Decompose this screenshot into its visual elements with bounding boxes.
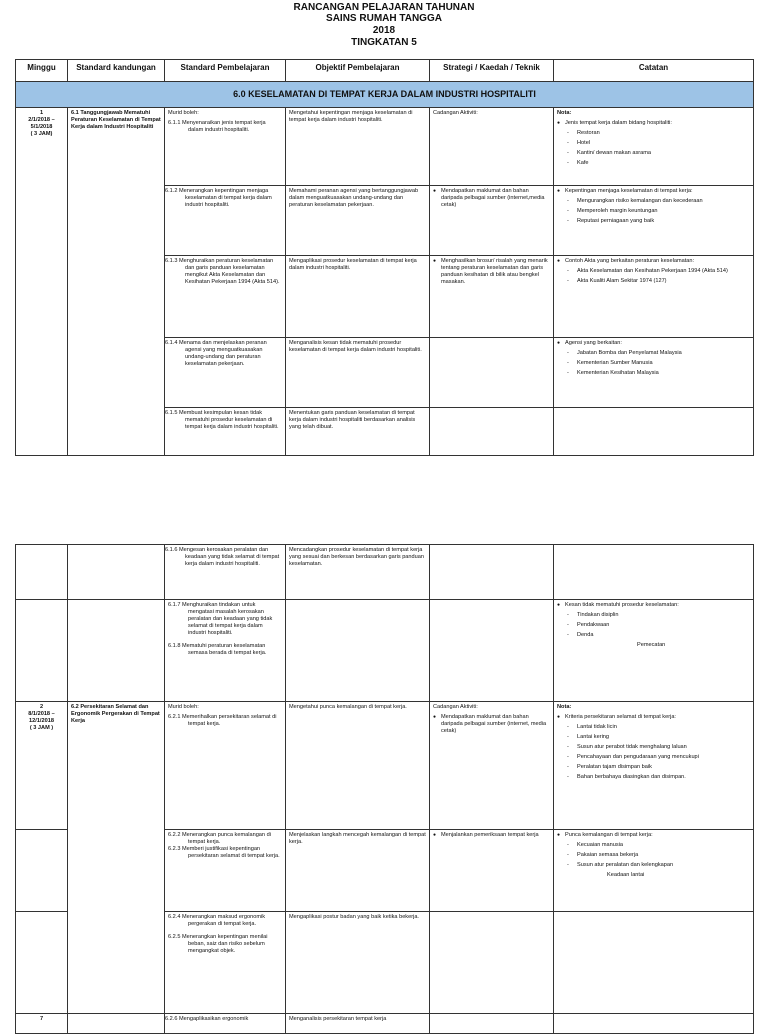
dash-item: - Akta Keselamatan dan Kesihatan Pekerjaan 1994 (Akta 514)	[557, 268, 750, 275]
objektif-cell: Mengaplikasi postur badan yang baik ketika bekerja.	[286, 912, 430, 1014]
objektif-cell: Menentukan garis panduan keselamatan di tempat kerja dalam industri hospitaliti berdasarkan analisis yang telah dibuat.	[286, 408, 430, 456]
minggu-cell	[16, 830, 68, 912]
strategi-cell	[430, 600, 554, 702]
column-header-catatan: Catatan	[554, 60, 754, 82]
objektif-cell: Mencadangkan prosedur keselamatan di tempat kerja yang sesuai dan berkesan berdasarkan garis panduan keselamatan.	[286, 545, 430, 600]
week-7-cell: 7	[16, 1014, 68, 1034]
objektif-cell: Mengetahui kepentingan menjaga keselamatan di tempat kerja dalam industri hospitaliti.	[286, 108, 430, 186]
nota-label: Nota:	[557, 110, 572, 116]
dash-item: - Kecuaian manusia	[557, 842, 750, 849]
strategi-cell	[430, 338, 554, 408]
sp-text: 6.1.7 Menghuraikan tindakan untuk mengatasi masalah kerosakan peralatan dan keadaan yang tidak selamat di tempat kerja dalam industri hospitaliti.	[168, 602, 273, 636]
standard-pembelajaran-6-1-2: 6.1.2 Menerangkan kepentingan menjaga keselamatan di tempat kerja dalam industri hospitaliti.	[165, 186, 286, 256]
minggu-cell	[16, 912, 68, 1014]
plan-table-page-2	[15, 544, 754, 1034]
objektif-cell	[286, 600, 430, 702]
standard-kandungan-cell	[68, 545, 165, 600]
sp-text: 6.2.1 Memerihalkan persekitaran selamat di tempat kerja.	[168, 714, 277, 727]
catatan-cell	[554, 408, 754, 456]
bullet-item: ● Kesan tidak mematuhi prosedur keselamatan:	[557, 602, 750, 609]
catatan-cell	[554, 545, 754, 600]
dash-item: - Kementerian Kesihatan Malaysia	[557, 370, 750, 377]
sp-text: 6.2.2 Menerangkan punca kemalangan di tempat kerja.	[168, 832, 271, 845]
bullet-item: ● Mendapatkan maklumat dan bahan daripada pelbagai sumber (internet,media cetak)	[433, 188, 550, 209]
standard-pembelajaran-6-1-1	[165, 108, 286, 186]
sp-text: 6.2.3 Memberi justifikasi kepentingan persekitaran selamat di tempat kerja.	[168, 846, 280, 859]
dash-item: - Pakaian semasa bekerja	[557, 852, 750, 859]
document-year: 2018	[372, 25, 396, 36]
bullet-item: ● Jenis tempat kerja dalam bidang hospitaliti:	[557, 120, 750, 127]
strategi-cell	[430, 912, 554, 1014]
dash-item: - Lantai kering	[557, 734, 750, 741]
catatan-cell	[554, 186, 754, 256]
bullet-item: ● Menjalankan pemeriksaan tempat kerja	[433, 832, 550, 839]
standard-pembelajaran-6-1-3: 6.1.3 Menghuraikan peraturan keselamatan dan garis panduan keselamatan mengikut Akta Keselamatan dan Kesihatan Pekerjaan 1994 (Akta 514).	[165, 256, 286, 338]
document-title: RANCANGAN PELAJARAN TAHUNAN	[293, 2, 475, 13]
dash-item: - Hotel	[557, 140, 750, 147]
bullet-item: ● Mendapatkan maklumat dan bahan daripada pelbagai sumber (internet, media cetak)	[433, 714, 550, 735]
strategi-cell: Cadangan Aktiviti:	[430, 108, 554, 186]
catatan-cell	[554, 830, 754, 912]
standard-pembelajaran-6-1-4: 6.1.4 Menama dan menjelaskan peranan agensi yang menguatkuasakan undang-undang dan peraturan keselamatan pekerjaan.	[165, 338, 286, 408]
objektif-cell: Menganalisis kesan tidak mematuhi prosedur keselamatan di tempat kerja dalam industri hospitaliti.	[286, 338, 430, 408]
week-2-cell: 2 8/1/2018 – 12/1/2018 ( 3 JAM )	[16, 702, 68, 830]
minggu-cell	[16, 545, 68, 600]
column-header-objektif: Objektif Pembelajaran	[286, 60, 430, 82]
standard-pembelajaran-6-2-1	[165, 702, 286, 830]
dash-item: - Jabatan Bomba dan Penyelamat Malaysia	[557, 350, 750, 357]
document-subject: SAINS RUMAH TANGGA	[326, 13, 442, 24]
section-title: 6.0 KESELAMATAN DI TEMPAT KERJA DALAM INDUSTRI HOSPITALITI	[16, 82, 754, 108]
catatan-cell	[554, 108, 754, 186]
catatan-cell	[554, 702, 754, 830]
dash-item: - Reputasi perniagaan yang baik	[557, 218, 750, 225]
extra-item: Pemecatan	[637, 642, 666, 648]
bullet-item: ● Agensi yang berkaitan:	[557, 340, 750, 347]
strategi-cell	[430, 408, 554, 456]
cadangan-label: Cadangan Aktiviti:	[433, 704, 478, 710]
standard-pembelajaran-6-1-7	[165, 600, 286, 702]
standard-pembelajaran-6-2-2	[165, 830, 286, 912]
sp-text: 6.1.8 Mematuhi peraturan keselamatan semasa berada di tempat kerja.	[168, 643, 267, 656]
standard-pembelajaran-6-2-4	[165, 912, 286, 1014]
dash-item: - Susun atur perabot tidak menghalang laluan	[557, 744, 750, 751]
dash-item: - Restoran	[557, 130, 750, 137]
dash-item: - Susun atur peralatan dan kelengkapan	[557, 862, 750, 869]
strategi-cell	[430, 830, 554, 912]
murid-boleh-label: Murid boleh:	[168, 110, 199, 116]
bullet-item: ● Kepentingan menjaga keselamatan di tempat kerja:	[557, 188, 750, 195]
strategi-cell	[430, 545, 554, 600]
strategi-cell	[430, 256, 554, 338]
column-header-standard-kandungan: Standard kandungan	[68, 60, 165, 82]
sp-text: 6.2.5 Menerangkan kepentingan menilai beban, saiz dan risiko sebelum mengangkat objek.	[168, 934, 268, 954]
standard-kandungan-6-1: 6.1 Tanggungjawab Mematuhi Peraturan Keselamatan di Tempat Kerja dalam Industri Hospitaliti	[68, 108, 165, 456]
bullet-item: ● Menghasilkan brosur/ risalah yang menarik tentang peraturan keselamatan dan garis panduan kesihatan di bilik atau bengkel masakan.	[433, 258, 550, 286]
nota-label: Nota:	[557, 704, 572, 710]
strategi-cell	[430, 186, 554, 256]
dash-item: - Peralatan tajam disimpan baik	[557, 764, 750, 771]
murid-boleh-label: Murid boleh:	[168, 704, 199, 710]
bullet-item: ● Kriteria persekitaran selamat di tempat kerja:	[557, 714, 750, 721]
objektif-cell: Memahami peranan agensi yang bertanggungjawab dalam menguatkuasakan undang-undang dan peraturan keselamatan pekerjaan.	[286, 186, 430, 256]
document-form: TINGKATAN 5	[351, 37, 417, 48]
dash-item: - Mengurangkan risiko kemalangan dan kecederaan	[557, 198, 750, 205]
column-header-strategi: Strategi / Kaedah / Teknik	[430, 60, 554, 82]
standard-kandungan-6-2: 6.2 Persekitaran Selamat dan Ergonomik Pergerakan di Tempat Kerja	[68, 702, 165, 1014]
dash-item: - Bahan berbahaya diasingkan dan disimpan.	[557, 774, 750, 781]
standard-pembelajaran-6-1-5: 6.1.5 Membuat kesimpulan kesan tidak mematuhi prosedur keselamatan di tempat kerja dalam industri hospitaliti.	[165, 408, 286, 456]
dash-item: - Kementerian Sumber Manusia	[557, 360, 750, 367]
sp-text: 6.2.4 Menerangkan maksud ergonomik pergerakan di tempat kerja.	[168, 914, 266, 927]
minggu-cell	[16, 600, 68, 702]
bullet-item: ● Punca kemalangan di tempat kerja:	[557, 832, 750, 839]
objektif-cell: Menganalisis persekitaran tempat kerja	[286, 1014, 430, 1034]
dash-item: - Kantin/ dewan makan asrama	[557, 150, 750, 157]
objektif-cell: Mengaplikasi prosedur keselamatan di tempat kerja dalam industri hospitaliti.	[286, 256, 430, 338]
bullet-item: ● Contoh Akta yang berkaitan peraturan keselamatan:	[557, 258, 750, 265]
strategi-cell	[430, 702, 554, 830]
extra-item: Keadaan lantai	[607, 872, 645, 878]
column-header-minggu: Minggu	[16, 60, 68, 82]
catatan-cell	[554, 338, 754, 408]
dash-item: - Kafe	[557, 160, 750, 167]
dash-item: - Pencahayaan dan pengudaraan yang mencukupi	[557, 754, 750, 761]
objektif-cell: Mengetahui punca kemalangan di tempat kerja.	[286, 702, 430, 830]
dash-item: - Denda	[557, 632, 750, 639]
week-1-cell: 1 2/1/2018 – 5/1/2018 ( 3 JAM)	[16, 108, 68, 456]
dash-item: - Pendakwaan	[557, 622, 750, 629]
dash-item: - Akta Kualiti Alam Sekitar 1974 (127)	[557, 278, 750, 285]
plan-table-page-1	[15, 59, 754, 456]
standard-pembelajaran-6-2-6: 6.2.6 Mengaplikasikan ergonomik	[165, 1014, 286, 1034]
catatan-cell	[554, 912, 754, 1014]
dash-item: - Lantai tidak licin	[557, 724, 750, 731]
sp-text: 6.1.1 Menyenaraikan jenis tempat kerja dalam industri hospitaliti.	[168, 120, 266, 133]
objektif-cell: Menjelaskan langkah mencegah kemalangan di tempat kerja.	[286, 830, 430, 912]
catatan-cell	[554, 256, 754, 338]
dash-item: - Tindakan disiplin	[557, 612, 750, 619]
dash-item: - Memperoleh margin keuntungan	[557, 208, 750, 215]
standard-kandungan-cell	[68, 600, 165, 702]
column-header-standard-pembelajaran: Standard Pembelajaran	[165, 60, 286, 82]
standard-pembelajaran-6-1-6: 6.1.6 Mengesan kerosakan peralatan dan keadaan yang tidak selamat di tempat kerja dalam industri hospitaliti.	[165, 545, 286, 600]
catatan-cell	[554, 600, 754, 702]
